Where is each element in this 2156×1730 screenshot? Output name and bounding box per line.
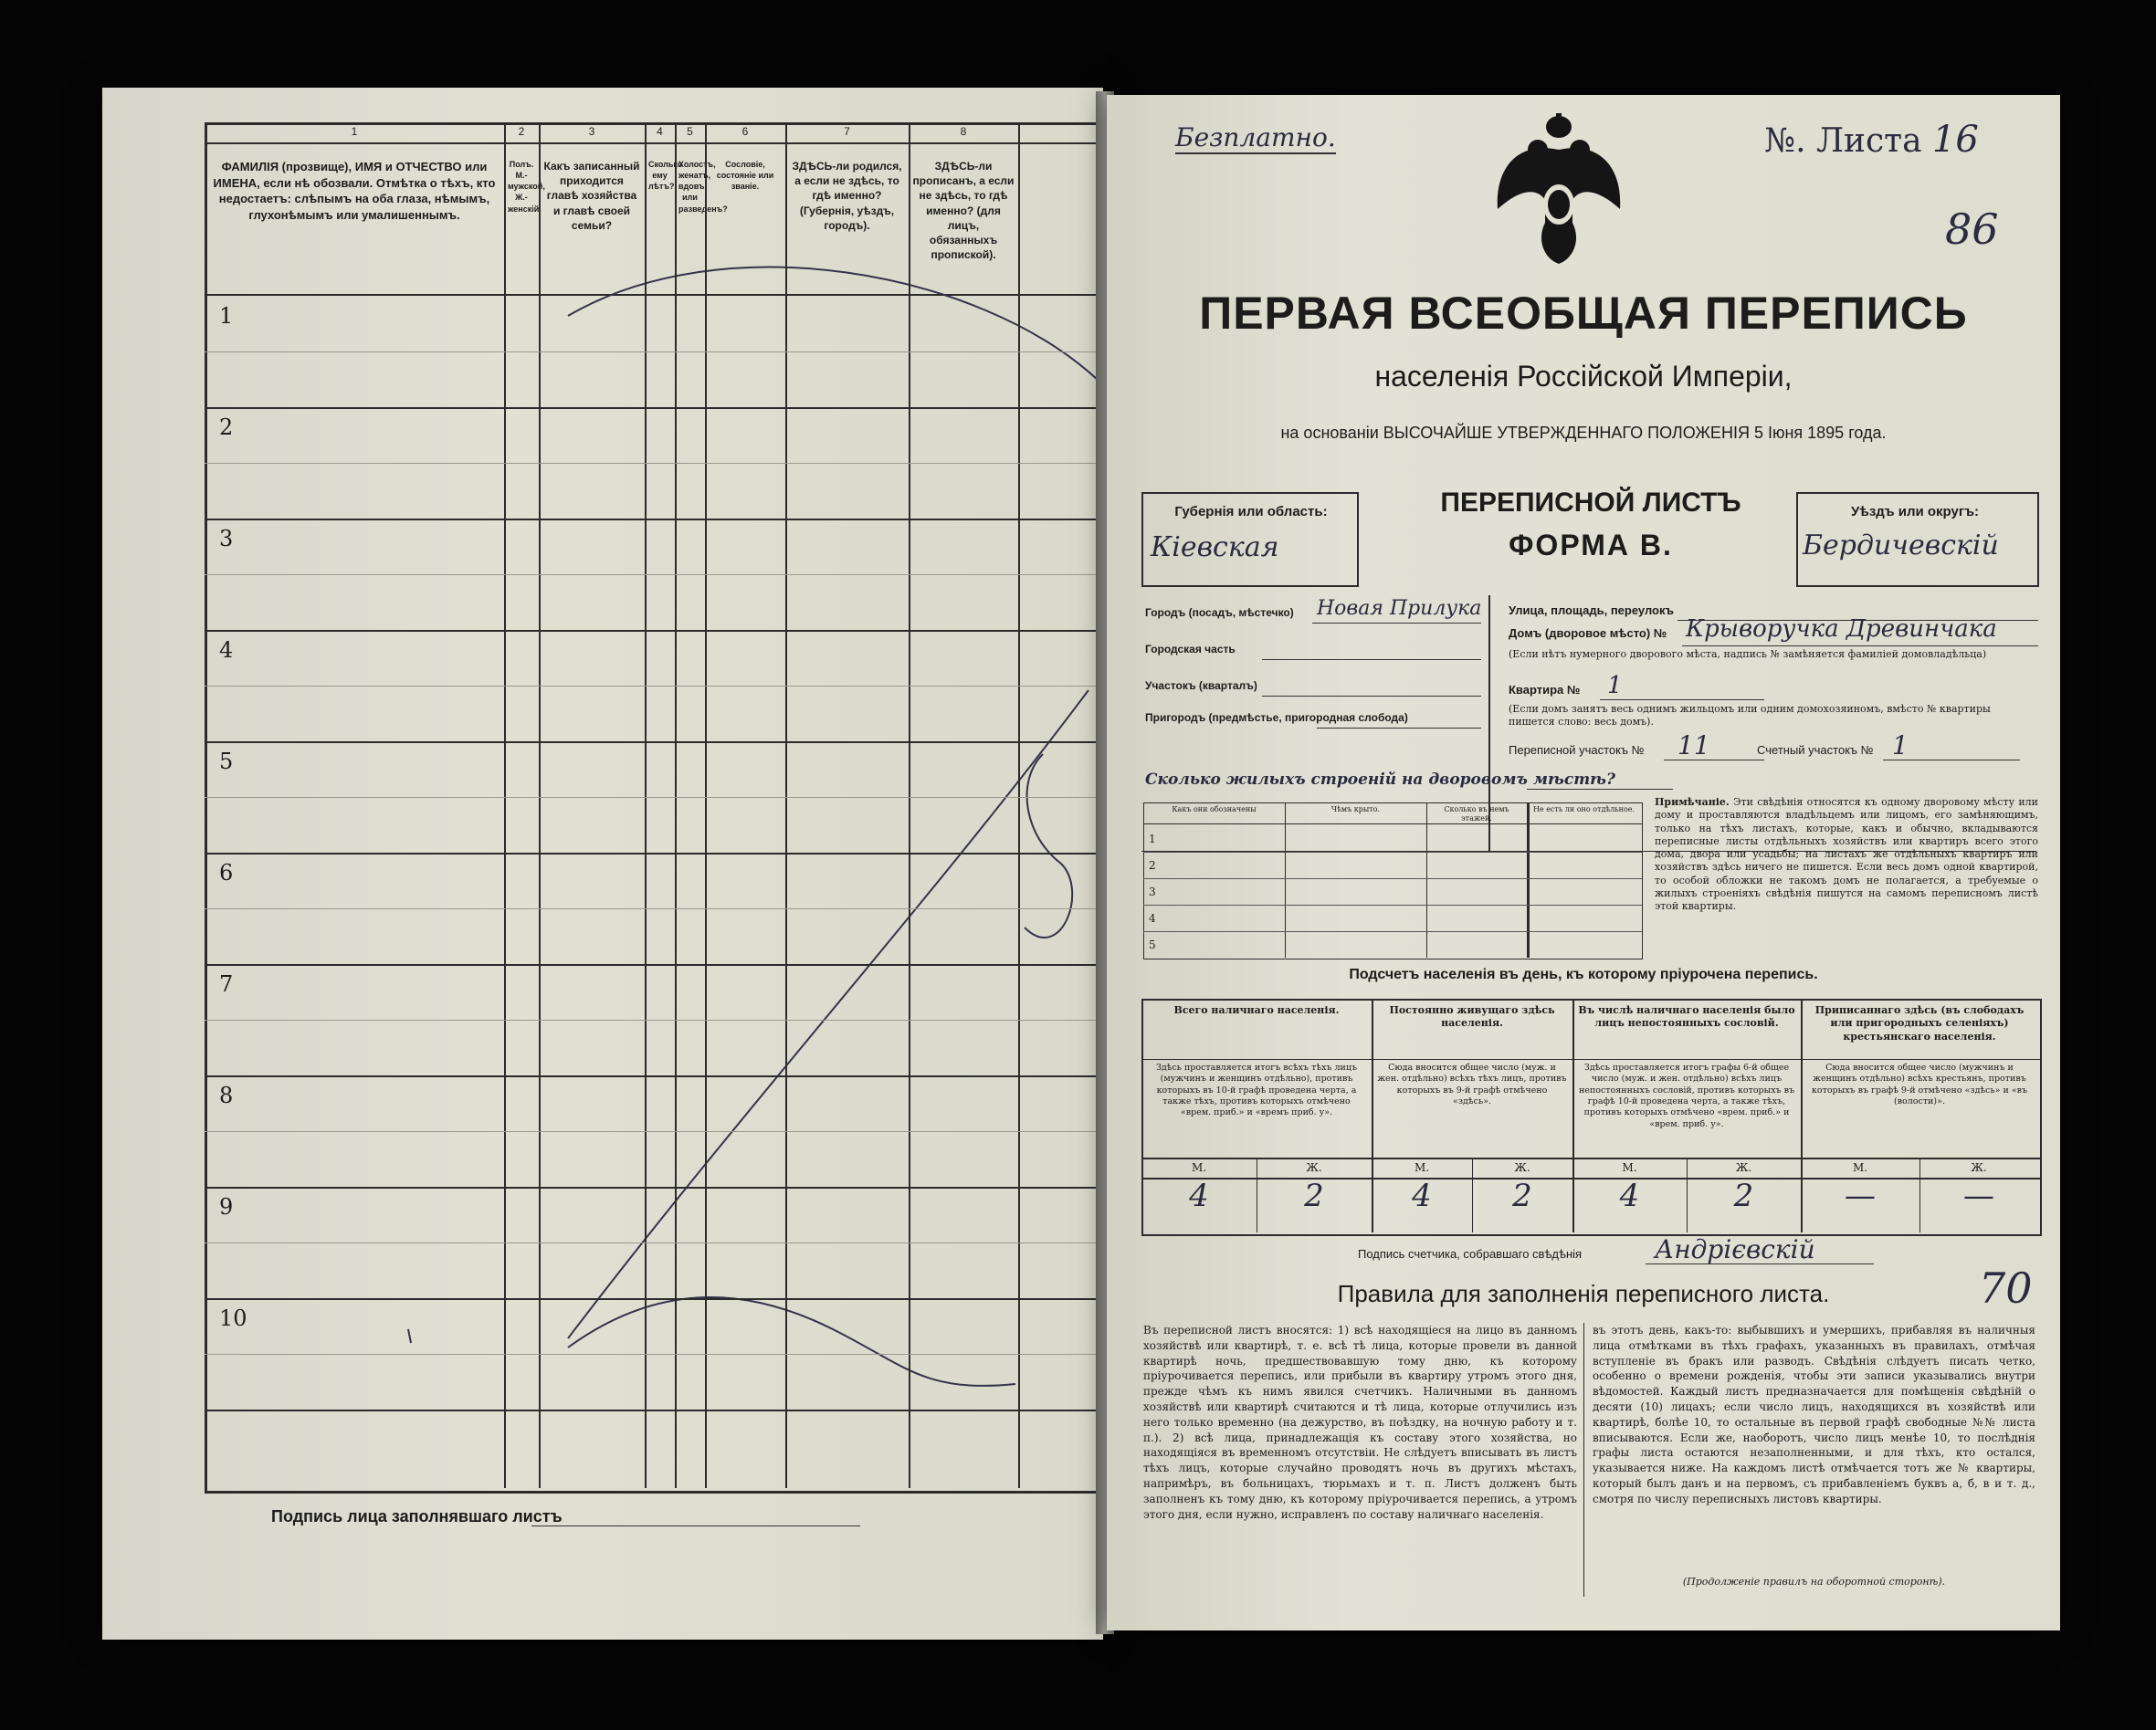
- address-field-line: [1262, 659, 1481, 660]
- note-block: [1655, 796, 2038, 914]
- sheet-number-label: [1764, 119, 1979, 161]
- enumerator-line: [1646, 1263, 1874, 1264]
- row-line: [205, 1187, 1202, 1189]
- gubernia-value: Кіевская: [1151, 531, 1279, 563]
- column-header: Холостъ, женатъ, вдовъ или разведенъ?: [678, 160, 728, 214]
- rules-continued: (Продолженіе правилъ на оборотной сторонѣ).: [1682, 1576, 1946, 1588]
- count-group-desc: Здѣсь проставляется итогъ всѣхъ тѣхъ лицъ (мужчинъ и женщинъ отдѣльно), противъ которыхъ въ 10-й графѣ проведена черта, а также тѣхъ, противъ которыхъ отмѣчено «врем. приб.» и «времъ приб. у».: [1155, 1063, 1358, 1118]
- count-sex-label: Ж.: [1306, 1161, 1322, 1174]
- corner-number: 86: [1945, 204, 1999, 254]
- enumerator-value: Андрієвскій: [1655, 1234, 1815, 1264]
- column-number: 4: [657, 125, 663, 138]
- census-basis: на основаніи ВЫСОЧАЙШЕ УТВЕРЖДЕННАГО ПОЛОЖЕНІЯ 5 Іюня 1895 года.: [1280, 424, 1887, 442]
- column-header: ЗДѢСЬ-ли прописанъ, а если не здѣсь, то гдѣ именно? (для лицъ, обязанныхъ пропиской).: [912, 160, 1015, 262]
- dwellings-line: [1527, 789, 1673, 790]
- census-title: ПЕРВАЯ ВСЕОБЩАЯ ПЕРЕПИСЬ: [1199, 288, 1968, 339]
- row-subline: [205, 1020, 1202, 1021]
- dwellings-row-line: [1143, 905, 1642, 906]
- row-line: [205, 1410, 1202, 1411]
- margin-number: 70: [1979, 1263, 2033, 1313]
- row-number: 3: [219, 526, 234, 551]
- dwellings-header: Не есть ли оно отдѣльное.: [1532, 805, 1635, 813]
- row-line: [205, 741, 1202, 743]
- column-line: [675, 122, 677, 1488]
- row-line: [205, 1075, 1202, 1077]
- count-group-desc: Здѣсь проставляется итогъ графы 6-й общее число (муж. и жен. отдѣльно) всѣхъ лицъ непостоянныхъ сословій, противъ которыхъ въ графѣ 10-й проведена черта, а также тѣхъ, противъ которыхъ отмѣчено «врем. приб.» и «врем. приб. у».: [1578, 1063, 1795, 1129]
- row-number: 8: [219, 1083, 234, 1108]
- census-section-value: 11: [1677, 730, 1710, 760]
- row-subline: [205, 908, 1202, 909]
- census-subtitle: населенія Россійской Имперіи,: [1374, 360, 1793, 393]
- row-number: 7: [219, 971, 234, 997]
- dwellings-header-line: [1143, 823, 1642, 824]
- column-line: [705, 122, 707, 1488]
- address-field-label: Пригородъ (предмѣстье, пригородная слобода): [1145, 711, 1408, 724]
- column-header: Сословіе, состояніе или званіе.: [716, 160, 774, 192]
- column-number: 2: [518, 125, 525, 138]
- column-number: 7: [844, 125, 850, 138]
- count-value: 4: [1619, 1178, 1640, 1214]
- dwellings-row-number: 1: [1149, 833, 1156, 845]
- count-sex-label: Ж.: [1971, 1161, 1987, 1174]
- column-header: Какъ записанный приходится главѣ хозяйства и главѣ своей семьи?: [543, 160, 640, 232]
- column-header: Полъ. М.-мужской, Ж.-женскій.: [508, 160, 545, 214]
- column-line: [645, 122, 647, 1488]
- count-sex-label: М.: [1191, 1161, 1207, 1174]
- count-row-line: [1141, 1178, 2040, 1180]
- street-label: Улица, площадь, переулокъ: [1509, 603, 1674, 617]
- rules-title: Правила для заполненія переписного листа.: [1337, 1280, 1830, 1307]
- dwellings-header: Какъ они обозначены: [1172, 805, 1257, 813]
- gubernia-label: Губернія или область:: [1174, 504, 1328, 519]
- enumerator-label: Подпись счетчика, собравшаго свѣдѣнія: [1358, 1247, 1583, 1261]
- uezd-value: Бердичевскій: [1803, 529, 1999, 561]
- column-line: [785, 122, 787, 1488]
- count-title: Подсчетъ населенія въ день, къ которому пріурочена перепись.: [1349, 967, 1818, 982]
- dwellings-row-number: 2: [1149, 859, 1156, 872]
- address-field-line: [1317, 728, 1481, 729]
- row-number: 2: [219, 414, 234, 440]
- row-subline: [205, 1242, 1202, 1243]
- row-number: 10: [219, 1305, 247, 1331]
- address-field-value: Новая Прилука: [1317, 597, 1482, 620]
- column-line: [909, 122, 910, 1488]
- dwellings-header: Сколько въ немъ этажей.: [1444, 805, 1509, 823]
- counting-section-label: Счетный участокъ №: [1757, 743, 1874, 757]
- form-title-2: ФОРМА В.: [1509, 529, 1673, 561]
- row-line: [205, 853, 1202, 855]
- row-number: 4: [219, 637, 234, 663]
- dwellings-row-line: [1143, 852, 1642, 853]
- row-number: 1: [219, 303, 234, 329]
- dwellings-col-line: [1426, 802, 1427, 958]
- column-number: 5: [687, 125, 693, 138]
- row-subline: [205, 686, 1202, 687]
- column-number: 3: [588, 125, 595, 138]
- row-subline: [205, 797, 1202, 798]
- count-value: 2: [1733, 1178, 1754, 1214]
- row-number: 6: [219, 860, 234, 886]
- dwellings-row-number: 5: [1149, 938, 1156, 951]
- column-line: [539, 122, 541, 1488]
- dwellings-row-line: [1143, 878, 1642, 879]
- dwellings-col-line: [1527, 802, 1530, 958]
- row-line: [205, 407, 1202, 409]
- row-number: 9: [219, 1194, 234, 1220]
- left-page: [102, 88, 1103, 1640]
- free-label: Безплатно.: [1175, 122, 1336, 152]
- dwellings-table: [1143, 802, 1643, 959]
- dwellings-row-number: 3: [1149, 886, 1156, 898]
- count-group-desc: Сюда вносится общее число (мужчинъ и женщинъ отдѣльно) всѣхъ крестьянъ, противъ которыхъ въ графѣ 9-й отмѣчено «здѣсь» и «въ (волости)».: [1811, 1063, 2028, 1107]
- count-value: 2: [1512, 1178, 1532, 1214]
- count-sex-label: Ж.: [1514, 1161, 1530, 1174]
- column-line: [504, 122, 506, 1488]
- row-subline: [205, 351, 1202, 352]
- count-group-title: Постоянно живущаго здѣсь населенія.: [1389, 1004, 1555, 1030]
- count-sex-label: М.: [1414, 1161, 1430, 1174]
- row-subline: [205, 463, 1202, 464]
- row-line: [205, 1298, 1202, 1300]
- rules-column-2: въ этотъ день, какъ-то: выбывшихъ и умершихъ, прибавляя въ наличныя лица отмѣтками въ тѣхъ графахъ, указанныхъ въ правилахъ, отмѣчая вступленіе въ бракъ или разводъ. Свѣдѣнія слѣдуетъ писать четко, особенно о времени рожденія, чтобы эти записи указывались внутри вѣдомостей. Каждый листъ предназначается для помѣщенія свѣдѣній о десяти (10) лицахъ; если число лицъ, находящихся въ хозяйствѣ или квартирѣ, болѣе 10, то остальные въ первой графѣ свободные №№ листа вписываются. Если же, наоборотъ, число лицъ менѣе 10, то послѣднія графы листа остаются незаполненными, и для тѣхъ, кто остался, указывается ниже. На каждомъ листѣ отмѣчается тотъ же № квартиры, который былъ данъ и на первомъ, съ прибавленіемъ буквъ а, б, в и т. д., смотря по числу переписныхъ листовъ квартиры.: [1593, 1324, 2035, 1505]
- uezd-label: Уѣздъ или округъ:: [1850, 504, 1980, 519]
- row-line: [205, 630, 1202, 632]
- column-header: ФАМИЛІЯ (прозвище), ИМЯ и ОТЧЕСТВО или ИМЕНА, если нѣ обозвали. Отмѣтка о тѣхъ, кто недостаетъ: слѣпымъ на оба глаза, нѣмымъ, глухонѣмымъ или умалишеннымъ.: [213, 160, 496, 222]
- apartment-label: Квартира №: [1509, 683, 1581, 697]
- sheet-number-text: №. Листа: [1764, 122, 1922, 160]
- row-number: 5: [219, 749, 234, 774]
- dwellings-col-line: [1285, 802, 1286, 958]
- census-section-label: Переписной участокъ №: [1509, 743, 1645, 757]
- house-line: [1682, 645, 2038, 646]
- rules-divider: [1583, 1323, 1584, 1597]
- apartment-line: [1600, 699, 1764, 700]
- house-value: Крыворучка Древинчака: [1686, 615, 1997, 643]
- column-number: 8: [960, 125, 967, 138]
- dwellings-question: Сколько жилыхъ строеній на дворовомъ мѣстѣ?: [1145, 771, 1615, 789]
- count-value: 4: [1189, 1178, 1209, 1214]
- pencil-strokes: [102, 88, 1103, 1640]
- column-header: ЗДѢСЬ-ли родился, а если не здѣсь, то гдѣ именно? (Губернія, уѣздъ, городъ).: [792, 160, 902, 232]
- sheet-number-value: 16: [1931, 119, 1979, 161]
- dwellings-row-number: 4: [1149, 912, 1156, 925]
- count-row-line: [1141, 1059, 2040, 1060]
- house-label: Домъ (дворовое мѣсто) №: [1509, 626, 1667, 640]
- count-value: 2: [1304, 1178, 1324, 1214]
- address-field-line: [1312, 623, 1481, 624]
- address-field-label: Городъ (посадъ, мѣстечко): [1145, 606, 1294, 619]
- counting-section-value: 1: [1892, 730, 1909, 760]
- row-line: [205, 519, 1202, 520]
- note-text: Эти свѣдѣнія относятся къ одному дворовому мѣсту или дому и проставляются владѣльцемъ или лицомъ, его замѣняющимъ, только на тѣхъ листахъ, которые, какъ и обычно, вкладываются переписные листы отдѣльныхъ хозяйствъ или квартиръ всего этого дома, двора или усадьбы; на листахъ же отдѣльныхъ квартиръ или хозяйствъ здѣсь ничего не пишется. Если весь домъ одной квартирой, то особой обложки не такомъ домъ не полагается, а требуемые о жилыхъ строеніяхъ свѣдѣнія пишутся на самомъ переписномъ листѣ этой квартиры.: [1655, 796, 2038, 913]
- count-sex-label: М.: [1622, 1161, 1637, 1174]
- column-number: 6: [741, 125, 749, 138]
- count-row-line: [1141, 1158, 2040, 1159]
- column-number: 1: [351, 125, 358, 138]
- column-line: [1018, 122, 1020, 1488]
- form-title-1: ПЕРЕПИСНОЙ ЛИСТЪ: [1440, 488, 1741, 518]
- count-group-title: Въ числѣ наличнаго населенія было лицъ непостоянныхъ сословій.: [1578, 1004, 1795, 1030]
- note-title: Примѣчаніе.: [1655, 796, 1730, 808]
- apartment-value: 1: [1607, 672, 1623, 699]
- address-field-label: Участокъ (кварталъ): [1145, 679, 1257, 692]
- count-value: —: [1845, 1178, 1876, 1214]
- address-field-label: Городская часть: [1145, 643, 1236, 655]
- dwellings-row-line: [1143, 931, 1642, 932]
- signature-label: Подпись лица заполнявшаго листъ: [271, 1507, 563, 1526]
- apartment-note: (Если домъ занятъ весь однимъ жильцомъ или одним домохозяиномъ, вмѣсто № квартиры пишется слово: весь домъ).: [1509, 703, 1991, 729]
- row-line: [205, 964, 1202, 966]
- dwellings-header: Чѣмъ крыто.: [1330, 805, 1381, 813]
- column-header: Сколько ему лѣтъ?: [648, 160, 683, 192]
- rules-column-1: Въ переписной листъ вносятся: 1) всѣ находящіеся на лицо въ данномъ хозяйствѣ или квартирѣ, т. е. всѣ тѣ лица, которые провели въ данной квартирѣ ночь, предшествовавшую тому дню, къ которому пріурочивается перепись, или прибыли въ квартиру утромъ этого дня, прежде чѣмъ къ нимъ явился счетчикъ. Наличными въ данномъ хозяйствѣ или квартирѣ считаются и тѣ лица, которые отлучились изъ него только временно (на дежурство, въ поѣздку, на ночную работу и т. п.). 2) всѣ лица, принадлежащія къ составу этого хозяйства, но находящіяся въ временномъ отсутствіи. Не слѣдуетъ вписывать въ листъ тѣхъ лицъ, которые случайно проводятъ ночь въ другихъ мѣстахъ, напримѣръ, въ больницахъ, тюрьмахъ и т. п. Листъ долженъ быть заполненъ къ тому дню, къ которому пріурочивается перепись, а утромъ этого дня, если нужно, исправленъ по составу наличнаго населенія.: [1143, 1324, 1577, 1521]
- count-value: —: [1963, 1178, 1994, 1214]
- row-subline: [205, 574, 1202, 575]
- imperial-eagle-icon: [1490, 113, 1627, 268]
- count-sex-label: Ж.: [1735, 1161, 1752, 1174]
- row-subline: [205, 1131, 1202, 1132]
- row-subline: [205, 1354, 1202, 1355]
- count-value: 4: [1412, 1178, 1432, 1214]
- right-page: [1107, 95, 2060, 1630]
- count-group-title: Всего наличнаго населенія.: [1173, 1004, 1340, 1016]
- house-note: (Если нѣтъ нумерного дворового мѣста, надпись № замѣняется фамиліей домовладѣльца): [1509, 648, 1987, 660]
- count-sex-label: М.: [1852, 1161, 1868, 1174]
- count-group-title: Приписаннаго здѣсь (въ слободахъ или пригородныхъ селеніяхъ) крестьянскаго населенія.: [1814, 1004, 2025, 1043]
- count-group-desc: Сюда вносится общее число (муж. и жен. отдѣльно) всѣхъ тѣхъ лицъ, противъ которыхъ въ 9-й графѣ отмѣчено «здѣсь».: [1377, 1063, 1567, 1107]
- address-field-line: [1262, 696, 1481, 697]
